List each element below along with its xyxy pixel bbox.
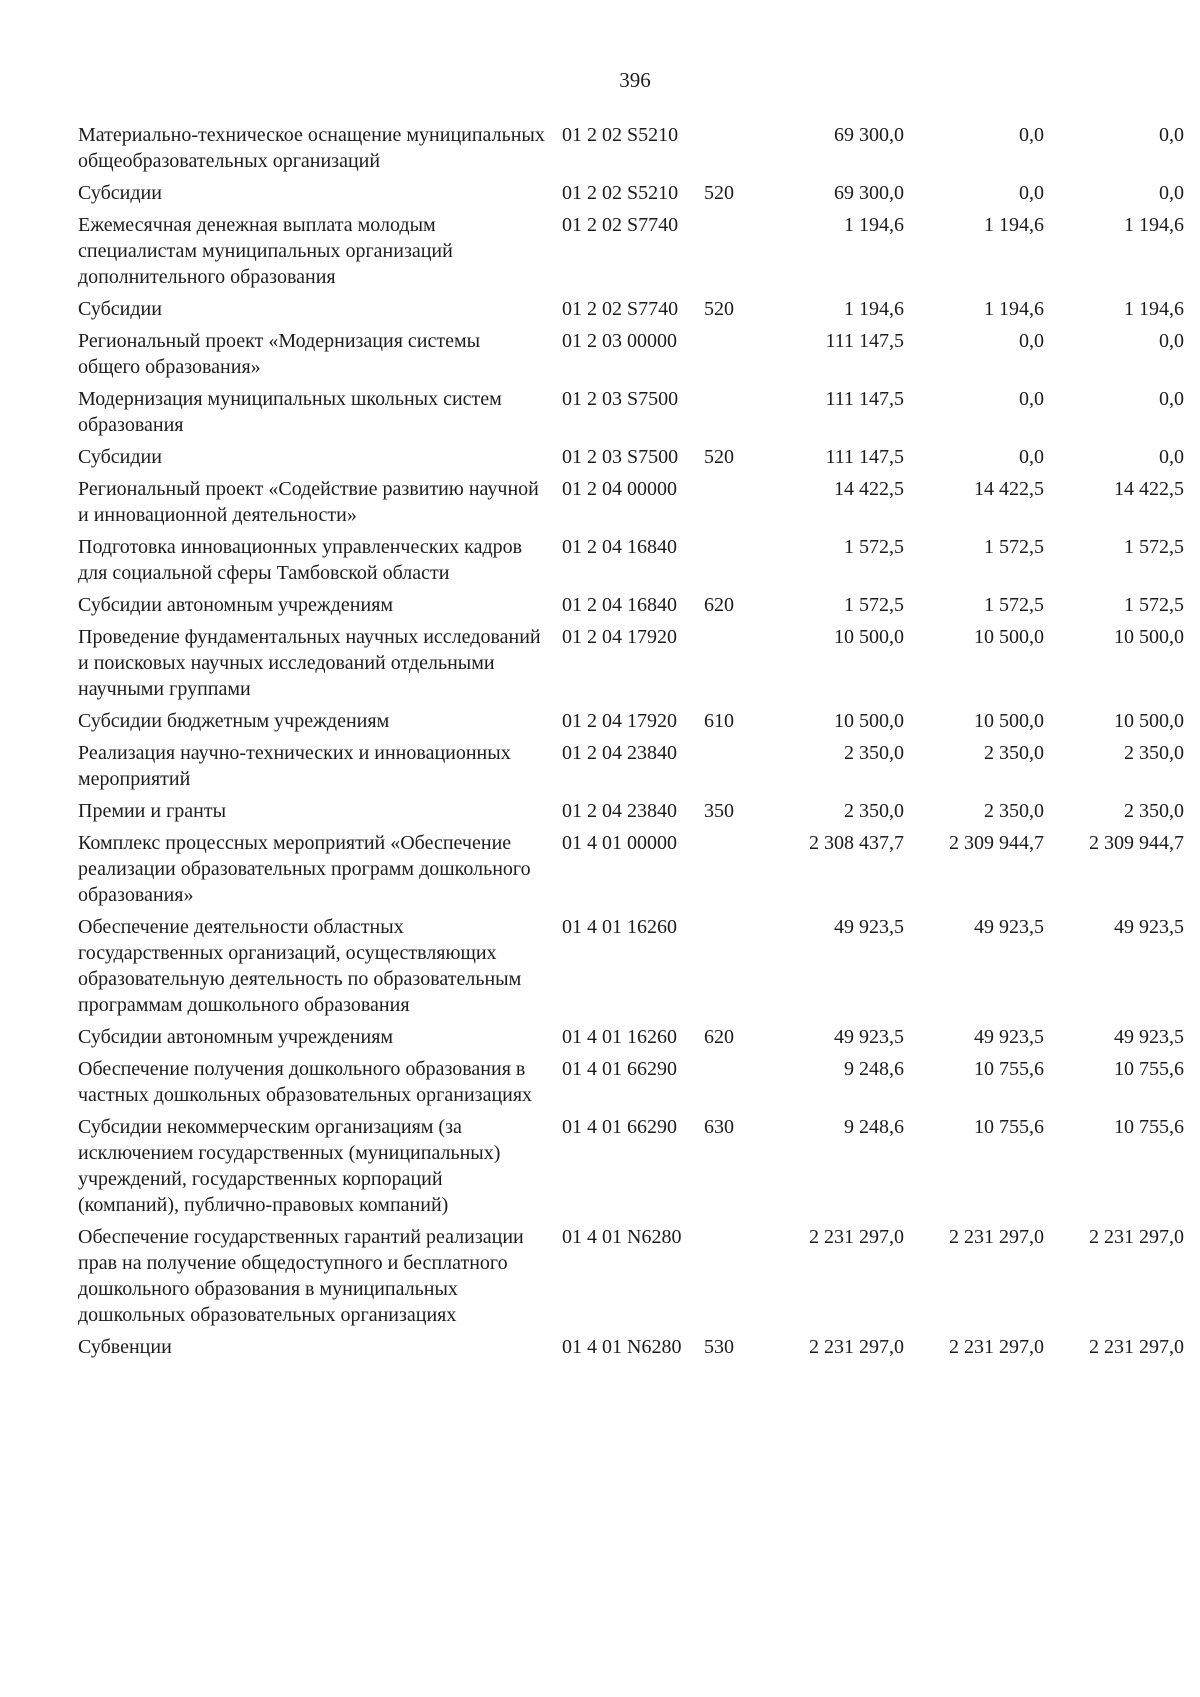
row-target-code-cell: 01 2 02 S7740 — [562, 214, 679, 236]
row-amount-year2-cell: 10 755,6 — [974, 1058, 1044, 1080]
row-amount-year1-cell: 9 248,6 — [844, 1058, 904, 1080]
row-expense-type-cell: 530 — [704, 1336, 734, 1358]
row-target-code-cell: 01 4 01 66290 — [562, 1058, 677, 1080]
row-expense-type-cell — [704, 1224, 764, 1334]
row-amount-year3-cell: 10 500,0 — [1114, 626, 1184, 648]
row-amount-year1-cell: 1 572,5 — [844, 536, 904, 558]
row-amount-year1-cell: 111 147,5 — [825, 388, 904, 410]
table-row — [78, 708, 1184, 740]
table-row — [78, 476, 1184, 534]
row-amount-year1-cell: 111 147,5 — [825, 446, 904, 468]
row-amount-year1-cell: 1 194,6 — [844, 214, 904, 236]
table-row — [78, 534, 1184, 592]
row-target-code-cell: 01 2 04 17920 — [562, 710, 677, 732]
row-target-code-cell: 01 2 02 S5210 — [562, 124, 679, 146]
row-amount-year2-cell: 0,0 — [1019, 446, 1044, 468]
row-name-cell: Субсидии — [78, 298, 162, 320]
row-amount-year1-cell: 14 422,5 — [834, 478, 904, 500]
row-expense-type-cell — [704, 212, 764, 296]
row-amount-year3-cell: 2 350,0 — [1124, 742, 1184, 764]
row-name-cell: Проведение фундаментальных научных исследований и поисковых научных исследований отдельными научными группами — [78, 626, 541, 700]
table-row — [78, 1056, 1184, 1114]
table-row — [78, 592, 1184, 624]
row-expense-type-cell — [704, 1056, 764, 1114]
row-target-code-cell: 01 2 03 S7500 — [562, 388, 679, 410]
row-amount-year2-cell: 2 350,0 — [984, 800, 1044, 822]
row-amount-year1-cell: 111 147,5 — [825, 330, 904, 352]
row-amount-year1-cell: 49 923,5 — [834, 916, 904, 938]
table-row — [78, 444, 1184, 476]
table-row — [78, 1334, 1184, 1366]
table-row — [78, 830, 1184, 914]
row-amount-year2-cell: 2 350,0 — [984, 742, 1044, 764]
row-target-code-cell: 01 2 04 17920 — [562, 626, 677, 648]
budget-table — [78, 122, 1184, 1366]
row-amount-year1-cell: 2 231 297,0 — [809, 1336, 904, 1358]
row-name-cell: Реализация научно-технических и инновационных мероприятий — [78, 742, 511, 790]
row-amount-year3-cell: 2 231 297,0 — [1089, 1226, 1184, 1248]
table-row — [78, 296, 1184, 328]
row-name-cell: Субсидии бюджетным учреждениям — [78, 710, 390, 732]
row-amount-year3-cell: 0,0 — [1159, 446, 1184, 468]
row-expense-type-cell: 520 — [704, 182, 734, 204]
table-row — [78, 740, 1184, 798]
row-target-code-cell: 01 2 04 23840 — [562, 800, 677, 822]
row-amount-year3-cell: 1 572,5 — [1124, 536, 1184, 558]
row-name-cell: Субсидии — [78, 446, 162, 468]
row-name-cell: Комплекс процессных мероприятий «Обеспечение реализации образовательных программ дошкольного образования» — [78, 832, 531, 906]
table-row — [78, 1114, 1184, 1224]
row-amount-year2-cell: 0,0 — [1019, 182, 1044, 204]
row-amount-year2-cell: 0,0 — [1019, 330, 1044, 352]
row-expense-type-cell: 610 — [704, 710, 734, 732]
row-expense-type-cell: 620 — [704, 1026, 734, 1048]
row-name-cell: Субсидии автономным учреждениям — [78, 594, 394, 616]
row-target-code-cell: 01 2 02 S5210 — [562, 182, 679, 204]
table-row — [78, 1024, 1184, 1056]
row-amount-year1-cell: 10 500,0 — [834, 710, 904, 732]
row-name-cell: Региональный проект «Модернизация системы общего образования» — [78, 330, 481, 378]
row-amount-year1-cell: 2 231 297,0 — [809, 1226, 904, 1248]
row-amount-year1-cell: 2 308 437,7 — [809, 832, 904, 854]
row-name-cell: Субсидии — [78, 182, 162, 204]
row-amount-year3-cell: 10 755,6 — [1114, 1058, 1184, 1080]
row-amount-year1-cell: 10 500,0 — [834, 626, 904, 648]
row-expense-type-cell — [704, 830, 764, 914]
row-target-code-cell: 01 2 03 S7500 — [562, 446, 679, 468]
row-amount-year2-cell: 10 755,6 — [974, 1116, 1044, 1138]
row-expense-type-cell: 630 — [704, 1116, 734, 1138]
row-amount-year2-cell: 1 572,5 — [984, 594, 1044, 616]
row-amount-year3-cell: 2 231 297,0 — [1089, 1336, 1184, 1358]
row-expense-type-cell — [704, 386, 764, 444]
table-row — [78, 914, 1184, 1024]
row-target-code-cell: 01 4 01 00000 — [562, 832, 677, 854]
row-amount-year2-cell: 10 500,0 — [974, 710, 1044, 732]
row-amount-year1-cell: 69 300,0 — [834, 182, 904, 204]
row-amount-year3-cell: 0,0 — [1159, 388, 1184, 410]
row-name-cell: Материально-техническое оснащение муниципальных общеобразовательных организаций — [78, 124, 545, 172]
budget-table-body — [78, 122, 1184, 1366]
row-amount-year3-cell: 49 923,5 — [1114, 916, 1184, 938]
row-expense-type-cell: 350 — [704, 800, 734, 822]
row-amount-year2-cell: 49 923,5 — [974, 916, 1044, 938]
table-row — [78, 1224, 1184, 1334]
table-row — [78, 798, 1184, 830]
row-amount-year3-cell: 1 194,6 — [1124, 298, 1184, 320]
table-row — [78, 624, 1184, 708]
row-target-code-cell: 01 2 04 16840 — [562, 536, 677, 558]
row-target-code-cell: 01 4 01 N6280 — [562, 1336, 682, 1358]
table-row — [78, 328, 1184, 386]
row-name-cell: Обеспечение получения дошкольного образования в частных дошкольных образовательных организациях — [78, 1058, 533, 1106]
table-row — [78, 122, 1184, 180]
table-row — [78, 180, 1184, 212]
row-amount-year2-cell: 14 422,5 — [974, 478, 1044, 500]
row-amount-year3-cell: 0,0 — [1159, 124, 1184, 146]
table-row — [78, 212, 1184, 296]
row-amount-year1-cell: 49 923,5 — [834, 1026, 904, 1048]
row-amount-year1-cell: 1 194,6 — [844, 298, 904, 320]
row-amount-year1-cell: 2 350,0 — [844, 800, 904, 822]
row-name-cell: Подготовка инновационных управленческих кадров для социальной сферы Тамбовской области — [78, 536, 523, 584]
row-expense-type-cell — [704, 740, 764, 798]
row-amount-year3-cell: 0,0 — [1159, 182, 1184, 204]
row-target-code-cell: 01 2 04 00000 — [562, 478, 677, 500]
row-target-code-cell: 01 4 01 16260 — [562, 1026, 677, 1048]
row-amount-year2-cell: 1 194,6 — [984, 298, 1044, 320]
row-amount-year1-cell: 69 300,0 — [834, 124, 904, 146]
row-name-cell: Модернизация муниципальных школьных систем образования — [78, 388, 502, 436]
row-amount-year2-cell: 2 309 944,7 — [949, 832, 1044, 854]
row-amount-year3-cell: 2 350,0 — [1124, 800, 1184, 822]
row-target-code-cell: 01 2 04 16840 — [562, 594, 677, 616]
row-name-cell: Региональный проект «Содействие развитию научной и инновационной деятельности» — [78, 478, 539, 526]
row-amount-year3-cell: 10 500,0 — [1114, 710, 1184, 732]
row-amount-year1-cell: 1 572,5 — [844, 594, 904, 616]
row-amount-year3-cell: 49 923,5 — [1114, 1026, 1184, 1048]
table-row — [78, 386, 1184, 444]
row-name-cell: Субвенции — [78, 1336, 172, 1358]
row-amount-year3-cell: 2 309 944,7 — [1089, 832, 1184, 854]
row-amount-year2-cell: 1 572,5 — [984, 536, 1044, 558]
row-name-cell: Субсидии автономным учреждениям — [78, 1026, 394, 1048]
row-target-code-cell: 01 2 03 00000 — [562, 330, 677, 352]
row-expense-type-cell — [704, 476, 764, 534]
row-amount-year3-cell: 14 422,5 — [1114, 478, 1184, 500]
row-expense-type-cell — [704, 624, 764, 708]
row-amount-year2-cell: 0,0 — [1019, 388, 1044, 410]
row-amount-year3-cell: 10 755,6 — [1114, 1116, 1184, 1138]
row-expense-type-cell: 620 — [704, 594, 734, 616]
row-amount-year3-cell: 0,0 — [1159, 330, 1184, 352]
row-amount-year1-cell: 9 248,6 — [844, 1116, 904, 1138]
row-amount-year3-cell: 1 572,5 — [1124, 594, 1184, 616]
row-target-code-cell: 01 2 02 S7740 — [562, 298, 679, 320]
row-expense-type-cell — [704, 122, 764, 180]
row-expense-type-cell: 520 — [704, 298, 734, 320]
row-amount-year1-cell: 2 350,0 — [844, 742, 904, 764]
row-name-cell: Субсидии некоммерческим организациям (за исключением государственных (муниципальных) учреждений, государственных корпораций (компаний), публично-правовых компаний) — [78, 1116, 501, 1216]
row-amount-year3-cell: 1 194,6 — [1124, 214, 1184, 236]
row-name-cell: Ежемесячная денежная выплата молодым специалистам муниципальных организаций дополнительного образования — [78, 214, 453, 288]
row-name-cell: Премии и гранты — [78, 800, 227, 822]
row-target-code-cell: 01 4 01 N6280 — [562, 1226, 682, 1248]
row-amount-year2-cell: 49 923,5 — [974, 1026, 1044, 1048]
row-expense-type-cell — [704, 914, 764, 1024]
row-amount-year2-cell: 10 500,0 — [974, 626, 1044, 648]
row-expense-type-cell — [704, 534, 764, 592]
row-amount-year2-cell: 2 231 297,0 — [949, 1336, 1044, 1358]
page-number: 396 — [619, 68, 651, 92]
row-amount-year2-cell: 2 231 297,0 — [949, 1226, 1044, 1248]
row-amount-year2-cell: 1 194,6 — [984, 214, 1044, 236]
row-target-code-cell: 01 4 01 66290 — [562, 1116, 677, 1138]
row-name-cell: Обеспечение деятельности областных государственных организаций, осуществляющих образовательную деятельность по образовательным программам дошкольного образования — [78, 916, 522, 1016]
row-target-code-cell: 01 2 04 23840 — [562, 742, 677, 764]
row-expense-type-cell: 520 — [704, 446, 734, 468]
row-expense-type-cell — [704, 328, 764, 386]
row-name-cell: Обеспечение государственных гарантий реализации прав на получение общедоступного и бесплатного дошкольного образования в муниципальных дошкольных образовательных организациях — [78, 1226, 524, 1326]
row-target-code-cell: 01 4 01 16260 — [562, 916, 677, 938]
row-amount-year2-cell: 0,0 — [1019, 124, 1044, 146]
